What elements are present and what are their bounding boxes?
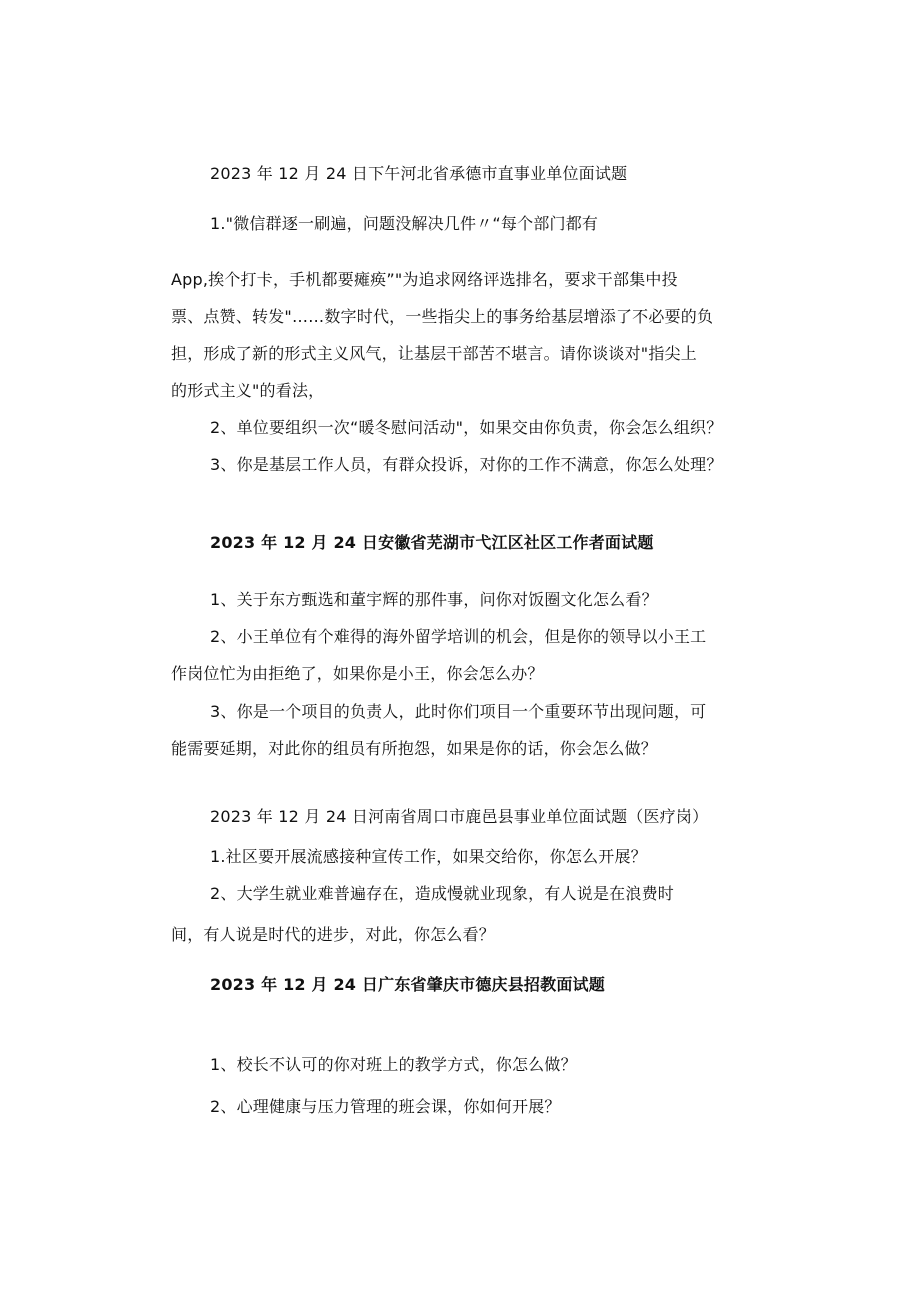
section-title-anhui: 2023 年 12 月 24 日安徽省芜湖市弋江区社区工作者面试题	[210, 533, 654, 552]
question-line: 2、小王单位有个难得的海外留学培训的机会，但是你的领导以小王工	[210, 627, 707, 646]
question-line: 能需要延期，对此你的组员有所抱怨，如果是你的话，你会怎么做？	[171, 739, 658, 758]
question-line: 的形式主义"的看法，	[171, 381, 325, 400]
question-line: 担，形成了新的形式主义风气，让基层干部苦不堪言。请你谈谈对"指尖上	[171, 344, 697, 363]
question-line: 1、关于东方甄选和董宇辉的那件事，问你对饭圈文化怎么看？	[210, 590, 658, 609]
question-line: App,挨个打卡，手机都要瘫痪”"为追求网络评选排名，要求干部集中投	[171, 270, 678, 289]
question-line: 票、点赞、转发"……数字时代，一些指尖上的事务给基层增添了不必要的负	[171, 307, 714, 326]
question-line: 3、你是基层工作人员，有群众投诉，对你的工作不满意，你怎么处理？	[210, 455, 723, 474]
section-title-hebei: 2023 年 12 月 24 日下午河北省承德市直事业单位面试题	[210, 164, 628, 183]
question-line: 2、心理健康与压力管理的班会课，你如何开展？	[210, 1097, 561, 1116]
question-line: 作岗位忙为由拒绝了，如果你是小王，你会怎么办？	[171, 664, 544, 683]
section-title-henan: 2023 年 12 月 24 日河南省周口市鹿邑县事业单位面试题（医疗岗）	[210, 807, 709, 826]
question-line: 2、单位要组织一次“暖冬慰问活动"，如果交由你负责，你会怎么组织？	[210, 418, 723, 437]
question-line: 2、大学生就业难普遍存在，造成慢就业现象，有人说是在浪费时	[210, 884, 674, 903]
question-line: 3、你是一个项目的负责人，此时你们项目一个重要环节出现问题，可	[210, 702, 707, 721]
question-line: 间，有人说是时代的进步，对此，你怎么看？	[171, 925, 496, 944]
question-line: 1.社区要开展流感接种宣传工作，如果交给你，你怎么开展？	[210, 847, 647, 866]
section-title-guangdong: 2023 年 12 月 24 日广东省肇庆市德庆县招教面试题	[210, 975, 605, 994]
question-line: 1."微信群逐一刷遍，问题没解决几件〃“每个部门都有	[210, 214, 599, 233]
question-line: 1、校长不认可的你对班上的教学方式，你怎么做？	[210, 1055, 577, 1074]
